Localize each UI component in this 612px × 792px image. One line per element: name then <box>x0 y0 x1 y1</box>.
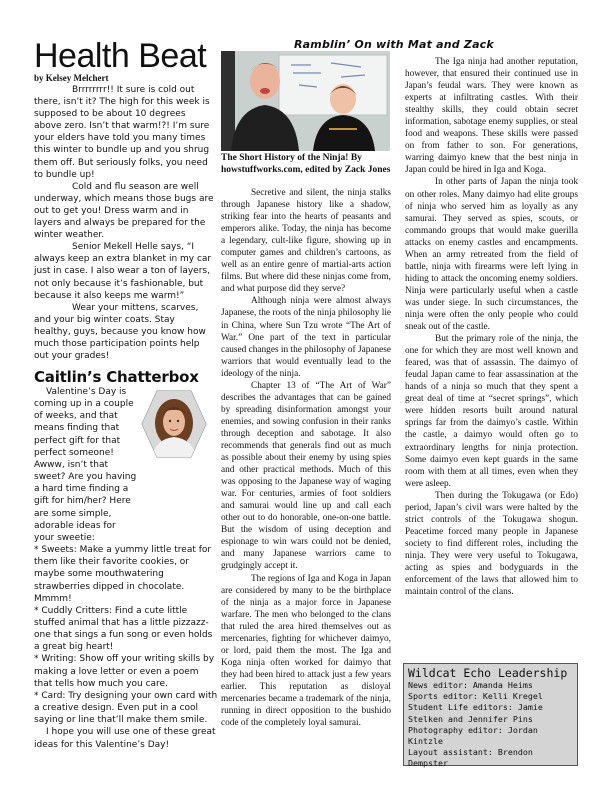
staff-list <box>408 680 573 770</box>
chatterbox-intro: Valentine’s Day is coming up in a couple of weeks, and that means finding that perfect gift for that perfect someone! Awww, isn’t that sweet? Are you having a hard time finding a gift for him/her? Here are some simple, adorable ideas for your sweetie: <box>34 387 137 543</box>
ninja-paragraph: Then during the Tokugawa (or Edo) period, Japan’s civil wars were halted by the strict controls of the Tokugawa shogun. Peacetime forced many people in Japanese society to find different roles, including the ninja. They were very useful to Tokugawa, acting as spies and bodyguards in the enforcement of the laws that allowed him to maintain control of the clans. <box>405 490 578 598</box>
health-paragraph: Senior Mekell Helle says, “I always keep an extra blanket in my car just in case. I also wear a ton of layers, not only because it’s fashionable, but because it also keeps me warm!” <box>34 242 212 301</box>
staff-box-title: Wildcat Echo Leadership <box>408 666 568 680</box>
ninja-paragraph: In other parts of Japan the ninja took on other roles. Many daimyo had elite groups of ninja who served him as loyally as any samurai. They served as spies, scouts, or commando groups that would make guerilla attacks on enemy castles and encampments. When an army retreated from the field of battle, ninja with firearms were left lying in hiding to attack the oncoming enemy soldiers. Ninja were particularly useful when a castle was under siege. In such circumstances, the ninja were often the only people who could sneak out of the castle. <box>405 177 578 333</box>
ramblin-authors-photo <box>221 51 390 151</box>
chatterbox-title: Caitlin’s Chatterbox <box>34 368 199 386</box>
chatterbox-tip: * Card: Try designing your own card with a creative design. Even put in a cool saying or line that’ll make them smile. <box>34 690 218 726</box>
health-paragraph: Cold and flu season are well underway, which means those bugs are out to get you! Dress warm and in layers and always be prepared for the winter weather. <box>34 181 214 241</box>
ninja-paragraph: The regions of Iga and Koga in Japan are considered by many to be the birthplace of the ninja as a major force in Japanese warfare. The men who belonged to the clans that ruled the area hired themselves out as mercenaries, fighting for whichever daimyo, or lord, paid them the most. The Iga and Koga ninja often worked for daimyo that they had been hired to attack just a few years earlier. This reputation as disloyal mercenaries became a trademark of the ninja, running in direct opposition to the bushido code of the completely loyal samurai. <box>221 573 391 729</box>
staff-entry: Layout assistant: Brendon Dempster <box>408 747 533 769</box>
staff-leadership-box <box>403 663 578 769</box>
staff-entry: Photography editor: Jordan Kintzle <box>408 724 538 747</box>
ninja-article-column-2 <box>405 56 578 598</box>
health-paragraph: Wear your mittens, scarves, and your big winter coats. Stay healthy, guys, because you know how much those participation points help out your grades! <box>34 302 206 362</box>
staff-entry: Student Life editors: Jamie Stelken and Jennifer Pins <box>408 702 543 724</box>
ninja-paragraph: Chapter 13 of “The Art of War” describes the advantages that can be gained by spreading disinformation amongst your enemies, and sowing confusion in their ranks through deception and sabotage. It also recommends that generals find out as much as possible about their enemy by using spies and other practical methods. Much of this was opposing to the Japanese way of waging war. For centuries, armies of foot soldiers and samurai would line up and call each other out to do honorable, one-on-one battle. But the wisdom of using deception and espionage to win wars could not be denied, and many Japanese warriors came to grudgingly accept it. <box>221 380 391 572</box>
staff-entry: Sports editor: Kelli Kregel <box>408 691 543 702</box>
ninja-article-column-1 <box>221 187 391 729</box>
health-beat-title: Health Beat <box>34 37 207 75</box>
health-beat-article <box>34 84 214 362</box>
chatterbox-article <box>34 386 218 751</box>
ninja-article-heading: The Short History of the Ninja! By howstuffworks.com, edited by Zack Jones <box>221 153 391 175</box>
ninja-paragraph: Although ninja were almost always Japanese, the roots of the ninja philosophy lie in China, where Sun Tzu wrote “The Art of War.” One part of the text in particular caused changes in the philosophy of Japanese warriors that would eventually lead to the ideology of the ninja. <box>221 296 391 379</box>
chatterbox-tip: * Writing: Show off your writing skills by making a love letter or even a poem that tells how much you care. <box>34 654 215 689</box>
chatterbox-tip: * Sweets: Make a yummy little treat for them like their favorite cookies, or maybe some mouthwatering strawberries dipped in chocolate. Mmmm! <box>34 545 212 604</box>
ninja-paragraph: The Iga ninja had another reputation, however, that ensured their continued use in Japan’s feudal wars. They were known as experts at infiltrating castles. With their stealthy skills, they could obtain secret information, sabotage enemy supplies, or steal food and weapons. These skills were passed on from father to son. For generations, warring daimyo knew that the best ninja in Japan could be hired in Iga and Koga. <box>405 57 578 176</box>
chatterbox-closing: I hope you will use one of these great ideas for this Valentine’s Day! <box>34 727 216 750</box>
ramblin-column-header: Ramblin’ On with Mat and Zack <box>294 38 494 51</box>
staff-entry: News editor: Amanda Heims <box>408 680 533 690</box>
health-beat-byline: by Kelsey Melchert <box>34 73 109 83</box>
ninja-paragraph: Secretive and silent, the ninja stalks through Japanese history like a shadow, striking fear into the hearts of peasants and emperors alike. Today, the ninja has become a legendary, cult-like figure, showing up in computer games and children’s cartoons, as well as an entire genre of martial-arts action films. But where did these ninjas come from, and what purpose did they serve? <box>221 188 391 295</box>
ninja-paragraph: But the primary role of the ninja, the one for which they are most well known and feared, was that of assassin. The daimyo of feudal Japan came to fear assassination at the hands of a ninja so much that they spent a great deal of time at “secret springs”, which were hidden resorts built around natural springs far from the daimyo’s castle. Within the castle, a daimyo would often go to extraordinary lengths for ninja protection. Some daimyo even kept guards in the same room with them at all times, even when they were asleep. <box>405 334 578 489</box>
health-paragraph: Brrrrrrrr!! It sure is cold out there, isn’t it? The high for this week is supposed to be about 10 degrees above zero. Isn’t that warm!?! I’m sure your elders have told you many times this winter to bundle up and you shrug them off. But seriously folks, you need to bundle up! <box>34 85 210 180</box>
chatterbox-tip: * Cuddly Critters: Find a cute little stuffed animal that has a little pizzazz- one that sings a fun song or even holds a great big heart! <box>34 605 213 653</box>
